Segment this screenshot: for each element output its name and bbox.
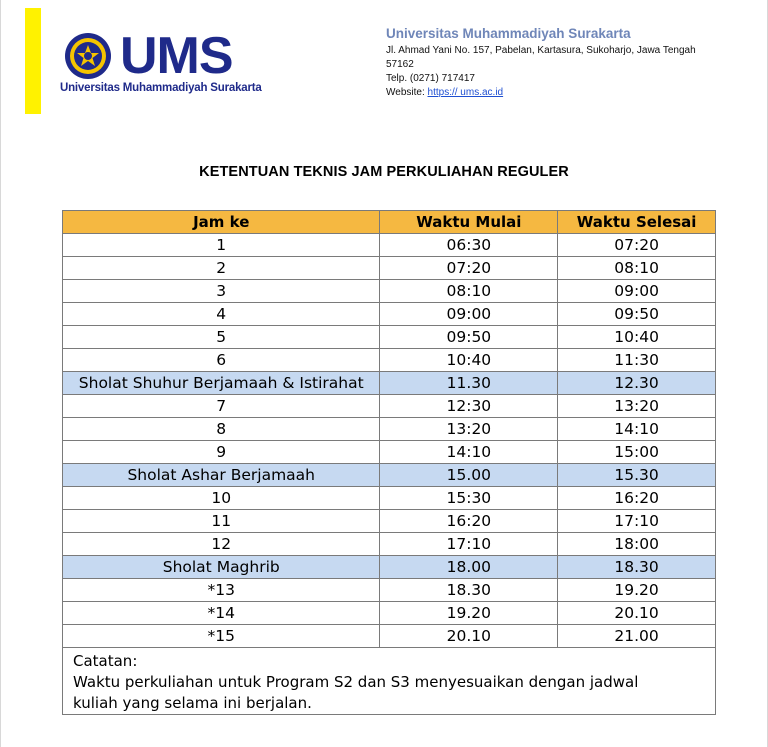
cell-jam-ke: 3 xyxy=(63,280,380,303)
cell-jam-ke: Sholat Ashar Berjamaah xyxy=(63,464,380,487)
cell-jam-ke: 5 xyxy=(63,326,380,349)
notes-label: Catatan: xyxy=(73,652,138,670)
table-row xyxy=(63,418,716,441)
table-row xyxy=(63,441,716,464)
table-row xyxy=(63,303,716,326)
cell-waktu-mulai: 06:30 xyxy=(380,234,558,257)
cell-jam-ke: *14 xyxy=(63,602,380,625)
cell-waktu-mulai: 15:30 xyxy=(380,487,558,510)
cell-waktu-selesai: 18.30 xyxy=(558,556,716,579)
cell-jam-ke: 9 xyxy=(63,441,380,464)
table-row xyxy=(63,533,716,556)
table-row xyxy=(63,579,716,602)
cell-waktu-mulai: 12:30 xyxy=(380,395,558,418)
cell-waktu-selesai: 15:00 xyxy=(558,441,716,464)
ums-logo xyxy=(60,27,262,100)
cell-waktu-mulai: 15.00 xyxy=(380,464,558,487)
cell-waktu-mulai: 17:10 xyxy=(380,533,558,556)
break-row xyxy=(63,372,716,395)
table-header-row xyxy=(63,211,716,234)
table-row xyxy=(63,625,716,648)
cell-waktu-selesai: 20.10 xyxy=(558,602,716,625)
cell-jam-ke: 7 xyxy=(63,395,380,418)
cell-waktu-mulai: 07:20 xyxy=(380,257,558,280)
cell-jam-ke: 4 xyxy=(63,303,380,326)
cell-waktu-selesai: 17:10 xyxy=(558,510,716,533)
address-line-1: Jl. Ahmad Yani No. 157, Pabelan, Kartasura, Sukoharjo, Jawa Tengah xyxy=(386,45,696,56)
ums-seal-icon xyxy=(64,32,112,80)
break-row xyxy=(63,556,716,579)
address-line-2: 57162 xyxy=(386,59,414,70)
phone: Telp. (0271) 717417 xyxy=(386,73,475,84)
website-link[interactable]: https:// ums.ac.id xyxy=(427,87,504,98)
table-row xyxy=(63,234,716,257)
cell-jam-ke: 8 xyxy=(63,418,380,441)
cell-waktu-selesai: 11:30 xyxy=(558,349,716,372)
cell-waktu-selesai: 14:10 xyxy=(558,418,716,441)
cell-waktu-mulai: 11.30 xyxy=(380,372,558,395)
contact-block xyxy=(386,26,696,100)
cell-waktu-selesai: 21.00 xyxy=(558,625,716,648)
logo-subtitle: Universitas Muhammadiyah Surakarta xyxy=(60,82,262,94)
cell-waktu-selesai: 18:00 xyxy=(558,533,716,556)
cell-jam-ke: Sholat Maghrib xyxy=(63,556,380,579)
cell-jam-ke: *15 xyxy=(63,625,380,648)
cell-jam-ke: 1 xyxy=(63,234,380,257)
cell-jam-ke: 11 xyxy=(63,510,380,533)
cell-waktu-mulai: 08:10 xyxy=(380,280,558,303)
notes-box xyxy=(62,648,716,715)
cell-jam-ke: 10 xyxy=(63,487,380,510)
table-row xyxy=(63,326,716,349)
cell-waktu-selesai: 07:20 xyxy=(558,234,716,257)
break-row xyxy=(63,464,716,487)
table-row xyxy=(63,510,716,533)
cell-jam-ke: Sholat Shuhur Berjamaah & Istirahat xyxy=(63,372,380,395)
website-label: Website: xyxy=(386,87,425,98)
cell-waktu-selesai: 15.30 xyxy=(558,464,716,487)
logo-text: UMS xyxy=(120,27,233,85)
cell-waktu-selesai: 16:20 xyxy=(558,487,716,510)
cell-waktu-selesai: 10:40 xyxy=(558,326,716,349)
cell-waktu-mulai: 13:20 xyxy=(380,418,558,441)
table-row xyxy=(63,602,716,625)
cell-waktu-mulai: 18.00 xyxy=(380,556,558,579)
notes-line-2: kuliah yang selama ini berjalan. xyxy=(73,694,312,712)
schedule-table xyxy=(62,210,716,648)
cell-waktu-mulai: 19.20 xyxy=(380,602,558,625)
website-line xyxy=(386,86,696,100)
cell-waktu-selesai: 08:10 xyxy=(558,257,716,280)
header-jam-ke: Jam ke xyxy=(63,211,380,234)
table-row xyxy=(63,487,716,510)
table-row xyxy=(63,257,716,280)
university-name: Universitas Muhammadiyah Surakarta xyxy=(386,26,631,41)
cell-waktu-selesai: 09:50 xyxy=(558,303,716,326)
cell-waktu-mulai: 14:10 xyxy=(380,441,558,464)
notes-line-1: Waktu perkuliahan untuk Program S2 dan S3 menyesuaikan dengan jadwal xyxy=(73,673,639,691)
cell-waktu-selesai: 12.30 xyxy=(558,372,716,395)
cell-jam-ke: *13 xyxy=(63,579,380,602)
cell-waktu-selesai: 19.20 xyxy=(558,579,716,602)
header-waktu-mulai: Waktu Mulai xyxy=(380,211,558,234)
header-waktu-selesai: Waktu Selesai xyxy=(558,211,716,234)
cell-jam-ke: 6 xyxy=(63,349,380,372)
cell-waktu-selesai: 13:20 xyxy=(558,395,716,418)
cell-waktu-selesai: 09:00 xyxy=(558,280,716,303)
cell-jam-ke: 2 xyxy=(63,257,380,280)
cell-waktu-mulai: 09:50 xyxy=(380,326,558,349)
table-row xyxy=(63,395,716,418)
document-title: KETENTUAN TEKNIS JAM PERKULIAHAN REGULER xyxy=(199,164,569,180)
cell-jam-ke: 12 xyxy=(63,533,380,556)
cell-waktu-mulai: 18.30 xyxy=(380,579,558,602)
yellow-accent-bar xyxy=(25,8,41,114)
cell-waktu-mulai: 10:40 xyxy=(380,349,558,372)
table-row xyxy=(63,280,716,303)
cell-waktu-mulai: 09:00 xyxy=(380,303,558,326)
table-row xyxy=(63,349,716,372)
cell-waktu-mulai: 16:20 xyxy=(380,510,558,533)
cell-waktu-mulai: 20.10 xyxy=(380,625,558,648)
